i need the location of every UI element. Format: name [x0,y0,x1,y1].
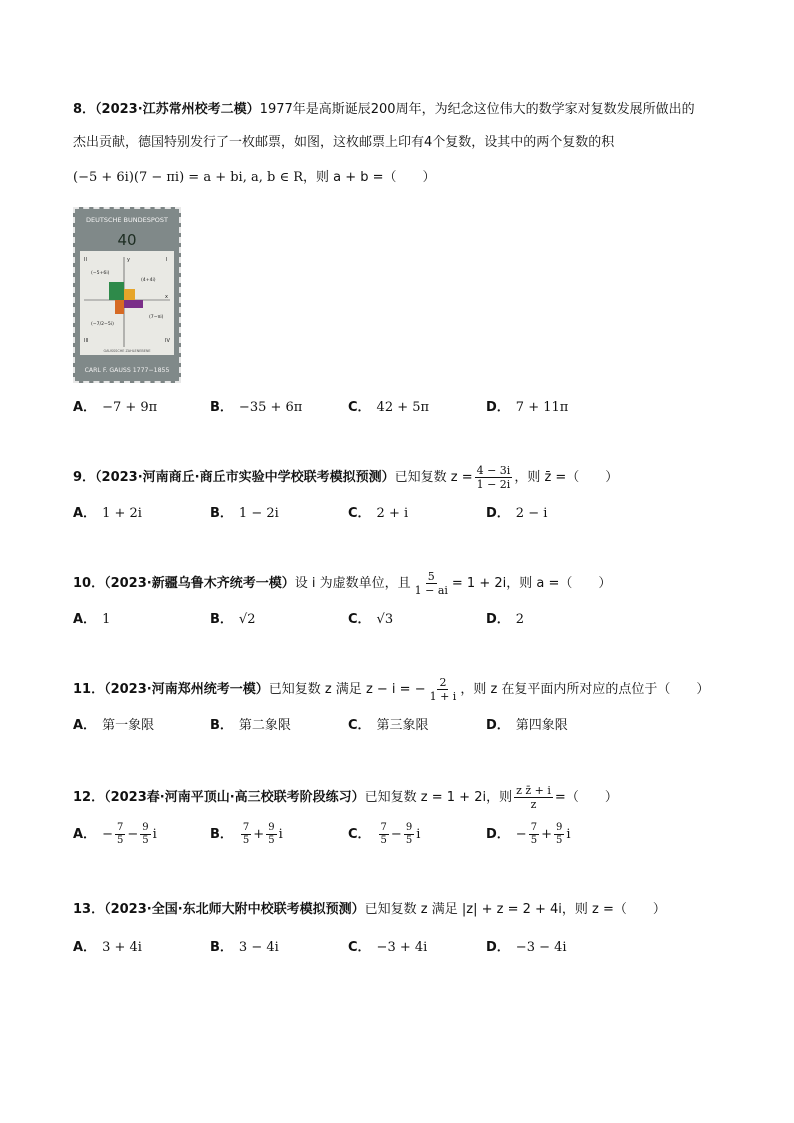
q13-option-b[interactable]: B． 3 − 4i [210,940,279,955]
stamp-yellow-square [124,289,135,300]
gauss-stamp-image [73,207,181,383]
q11-fraction: $\frac{2}{1 + i}$ [429,676,457,703]
q11-source: （2023·河南郑州统考一模） [104,682,269,697]
q10-option-a[interactable]: A． 1 [73,612,111,627]
stamp-axis-y: y [127,257,130,263]
q8-source: （2023·江苏常州校考二模） [95,102,260,117]
q9-stem: 9．（2023·河南商丘·商丘市实验中学校联考模拟预测）已知复数 z = $\frac{4 - 3i}{1 - 2i}$ ，则 z̄ =（ ） [73,464,619,491]
q12-option-b[interactable]: B． $\frac{7}{5}$ + $\frac{9}{5}$ i [210,822,283,846]
stamp-caption-small: GAUSSSCHE ZAHLENEBENE [103,349,151,353]
stamp-drawing [75,209,179,381]
q12-fraction: $\frac{\text{z z̄ + i}}{z}$ [516,784,551,811]
q9-source: （2023·河南商丘·商丘市实验中学校联考模拟预测） [95,470,395,485]
stamp-quadrant-1: I [166,257,168,263]
stamp-caption: CARL F. GAUSS 1777−1855 [84,367,170,374]
q11-option-a[interactable]: A． 第一象限 [73,718,155,733]
q8-expression: (−5 + 6i)(7 − πi) = a + bi, a, b ∈ R [73,170,303,185]
stamp-header: DEUTSCHE BUNDESPOST [85,216,169,224]
q8-number: 8． [73,102,96,117]
q8-option-b[interactable]: B． −35 + 6π [210,400,303,415]
q10-source: （2023·新疆乌鲁木齐统考一模） [104,576,295,591]
q12-option-c[interactable]: C． $\frac{7}{5}$ − $\frac{9}{5}$ i [348,822,421,846]
q9-option-a[interactable]: A． 1 + 2i [73,506,142,521]
q13-stem: 13．（2023·全国·东北师大附中校联考模拟预测）已知复数 z 满足 |z| + z = 2 + 4i，则 z =（ ） [73,902,666,917]
stamp-value: 40 [117,231,137,249]
q10-option-b[interactable]: B． √2 [210,612,256,627]
q13-number: 13． [73,902,105,917]
q11-stem: 11．（2023·河南郑州统考一模）已知复数 z 满足 z − i = − $\frac{2}{1 + i}$ ，则 z 在复平面内所对应的点位于（ ） [73,676,710,703]
q10-stem: 10．（2023·新疆乌鲁木齐统考一模）设 i 为虚数单位，且 $\frac{5}{1 - ai}$ = 1 + 2i，则 a =（ ） [73,570,612,597]
q8-line1 [73,100,695,120]
stamp-green-square [109,282,124,300]
stamp-axis-x: x [165,294,168,300]
stamp-quadrant-3: III [84,338,89,344]
q11-option-b[interactable]: B． 第二象限 [210,718,291,733]
q12-option-d[interactable]: D． − $\frac{7}{5}$ + $\frac{9}{5}$ i [486,822,571,846]
q8-tail: ，则 a + b =（ ） [303,170,436,185]
q12-source: （2023春·河南平顶山·高三校联考阶段练习） [104,790,365,805]
stamp-orange-rect [115,300,124,314]
q9-option-b[interactable]: B． 1 − 2i [210,506,279,521]
q13-source: （2023·全国·东北师大附中校联考模拟预测） [104,902,365,917]
q9-option-d[interactable]: D． 2 − i [486,506,548,521]
q8-option-a[interactable]: A． −7 + 9π [73,400,158,415]
q8-text-1: 1977年是高斯诞辰200周年，为纪念这位伟大的数学家对复数发展所做出的 [259,102,695,117]
stamp-label-1: (−5+6i) [91,271,110,276]
stamp-label-2: (4+4i) [141,278,156,283]
q11-number: 11． [73,682,105,697]
q8-line3 [73,168,436,188]
q13-option-a[interactable]: A． 3 + 4i [73,940,142,955]
q10-number: 10． [73,576,105,591]
q8-option-d[interactable]: D． 7 + 11π [486,400,569,415]
q8-line2: 杰出贡献，德国特别发行了一枚邮票，如图，这枚邮票上印有4个复数，设其中的两个复数的积 [73,135,615,150]
q12-number: 12． [73,790,105,805]
q10-option-c[interactable]: C． √3 [348,612,394,627]
q13-option-d[interactable]: D． −3 − 4i [486,940,567,955]
q12-stem: 12．（2023春·河南平顶山·高三校联考阶段练习）已知复数 z = 1 + 2i，则 $\frac{\text{z z̄ + i}}{z}$ =（ ） [73,784,618,811]
stamp-label-4: (−7/2−5i) [91,322,114,327]
stamp-quadrant-2: II [84,257,87,263]
stamp-purple-rect [124,300,143,308]
q11-option-c[interactable]: C． 第三象限 [348,718,429,733]
stamp-label-3: (7−πi) [149,315,164,320]
stamp-quadrant-4: IV [165,338,170,344]
q9-option-c[interactable]: C． 2 + i [348,506,409,521]
q11-option-d[interactable]: D． 第四象限 [486,718,568,733]
q10-fraction: $\frac{5}{1 - ai}$ [414,570,448,597]
q8-option-c[interactable]: C． 42 + 5π [348,400,430,415]
q10-option-d[interactable]: D． 2 [486,612,525,627]
q9-number: 9． [73,470,96,485]
q12-option-a[interactable]: A． − $\frac{7}{5}$ − $\frac{9}{5}$ i [73,822,157,846]
q13-option-c[interactable]: C． −3 + 4i [348,940,428,955]
q9-fraction: $\frac{4 - 3i}{1 - 2i}$ [476,464,511,491]
